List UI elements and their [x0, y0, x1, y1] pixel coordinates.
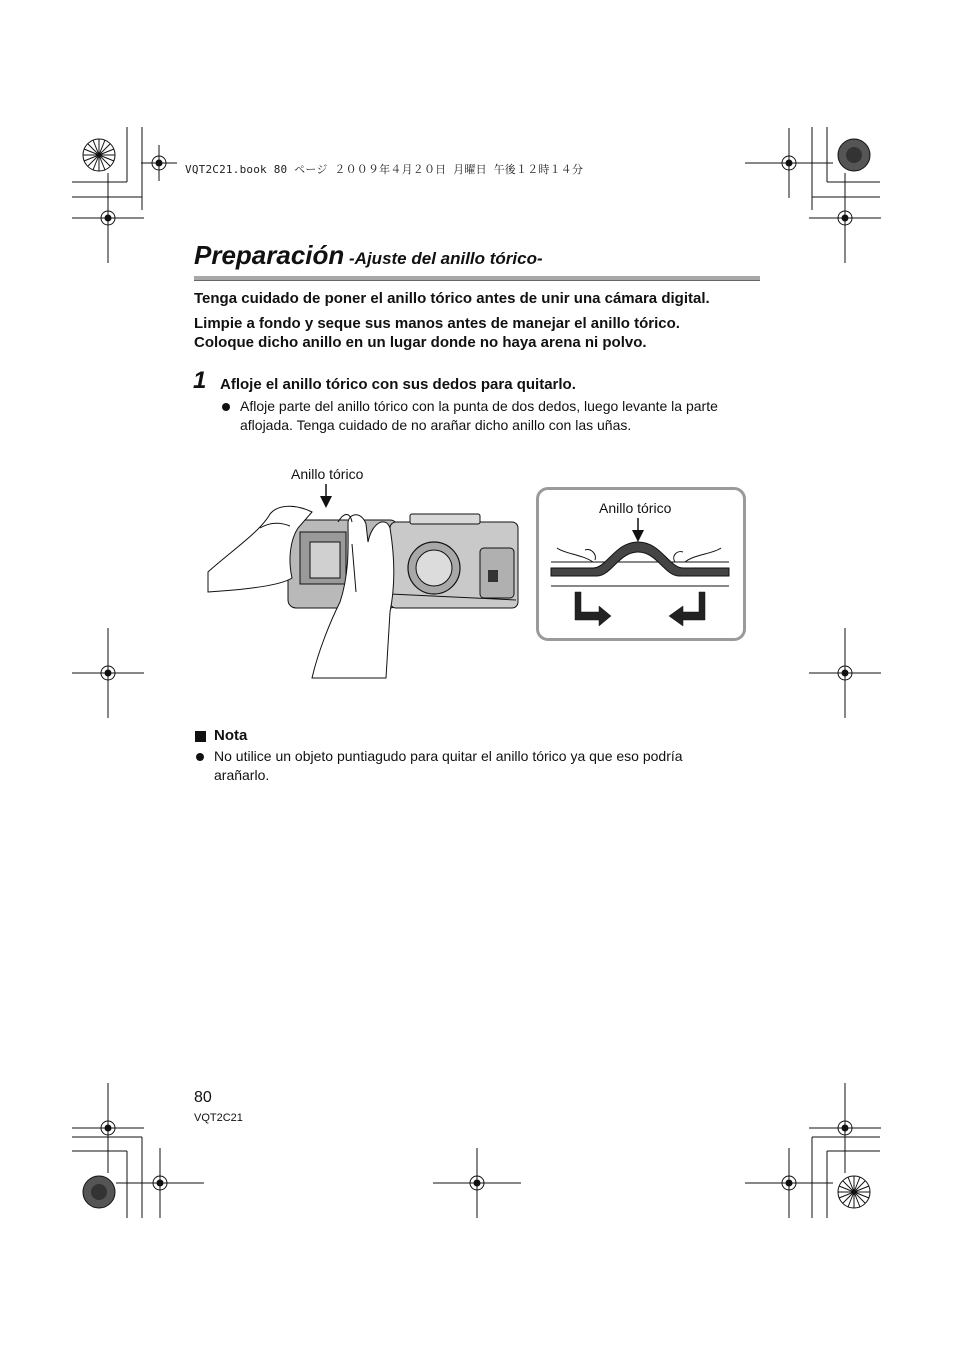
oring-detail-diagram	[545, 518, 735, 628]
nota-heading: Nota	[214, 727, 248, 744]
label-anillo-right: Anillo tórico	[599, 500, 672, 516]
nota-line-2: arañarlo.	[214, 767, 270, 783]
step-instruction: Afloje el anillo tórico con sus dedos para quitarlo.	[220, 376, 576, 393]
nota-square-icon	[195, 731, 206, 742]
print-header: VQT2C21.book 80 ページ ２００９年４月２０日 月曜日 午後１２時１４分	[185, 163, 584, 176]
step-bullet-line-2: aflojada. Tenga cuidado de no arañar dicho anillo con las uñas.	[240, 417, 632, 433]
title-main: Preparación	[194, 240, 345, 270]
label-anillo-left: Anillo tórico	[291, 466, 364, 482]
intro-line-2: Limpie a fondo y seque sus manos antes de manejar el anillo tórico.	[194, 315, 680, 332]
bullet-icon	[222, 403, 230, 411]
intro-line-1: Tenga cuidado de poner el anillo tórico antes de unir una cámara digital.	[194, 290, 710, 307]
page-number: 80	[194, 1089, 212, 1106]
nota-line-1: No utilice un objeto puntiagudo para quitar el anillo tórico ya que eso podría	[214, 748, 683, 764]
document-code: VQT2C21	[194, 1112, 243, 1124]
title-rule	[194, 276, 760, 281]
intro-line-3: Coloque dicho anillo en un lugar donde no haya arena ni polvo.	[194, 334, 647, 351]
step-bullet-line-1: Afloje parte del anillo tórico con la punta de dos dedos, luego levante la parte	[240, 398, 718, 414]
title-subtitle: -Ajuste del anillo tórico-	[344, 249, 543, 268]
step-number: 1	[193, 367, 207, 394]
housing-illustration	[200, 482, 530, 682]
bullet-icon	[196, 753, 204, 761]
page-title	[194, 240, 543, 271]
